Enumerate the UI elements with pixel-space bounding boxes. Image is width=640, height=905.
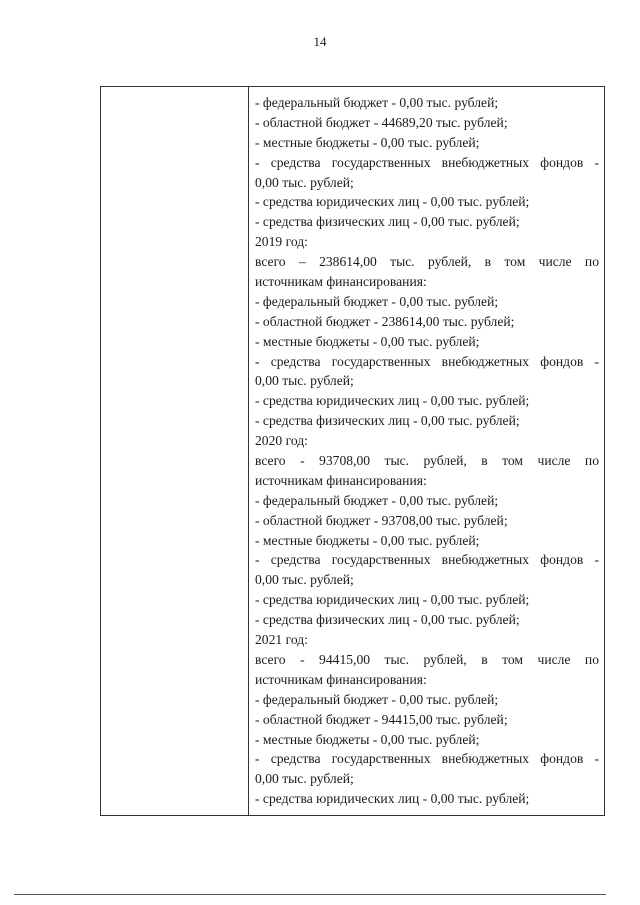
funding-line: - федеральный бюджет - 0,00 тыс. рублей; [255,492,499,508]
funding-line: - областной бюджет - 94415,00 тыс. рублей; [255,711,508,727]
funding-line: 0,00 тыс. рублей; [255,373,354,389]
funding-line: всего - 93708,00 тыс. рублей, в том числе по [255,453,599,469]
funding-line: всего - 94415,00 тыс. рублей, в том числе по [255,651,599,667]
table-right-column [255,93,599,809]
funding-line: источникам финансирования: [255,671,427,687]
funding-line: - местные бюджеты - 0,00 тыс. рублей; [255,532,480,548]
funding-line: - средства государственных внебюджетных фондов - [255,154,599,170]
funding-line: - федеральный бюджет - 0,00 тыс. рублей; [255,95,499,110]
funding-line: - средства государственных внебюджетных фондов - [255,552,599,568]
funding-table [100,86,605,816]
funding-line: - местные бюджеты - 0,00 тыс. рублей; [255,333,480,349]
funding-line: - средства юридических лиц - 0,00 тыс. рублей; [255,194,530,210]
funding-line: 0,00 тыс. рублей; [255,572,354,588]
funding-line: - средства юридических лиц - 0,00 тыс. рублей; [255,791,530,807]
funding-line: - средства физических лиц - 0,00 тыс. рублей; [255,413,520,429]
funding-line: 0,00 тыс. рублей; [255,771,354,787]
funding-line: - средства юридических лиц - 0,00 тыс. рублей; [255,592,530,608]
funding-line: - федеральный бюджет - 0,00 тыс. рублей; [255,691,499,707]
funding-line: - местные бюджеты - 0,00 тыс. рублей; [255,731,480,747]
page-number: 14 [313,34,327,49]
funding-line: 2020 год: [255,433,308,449]
funding-line: - областной бюджет - 44689,20 тыс. рублей; [255,114,508,130]
funding-line: 2021 год: [255,632,308,648]
table-left-column [101,87,249,815]
funding-line: - федеральный бюджет - 0,00 тыс. рублей; [255,293,499,309]
funding-line: - средства государственных внебюджетных фондов - [255,353,599,369]
funding-line: - средства государственных внебюджетных фондов - [255,751,599,767]
funding-line: 0,00 тыс. рублей; [255,174,354,190]
funding-line: всего – 238614,00 тыс. рублей, в том числе по [255,254,599,270]
bottom-divider [14,894,606,895]
funding-line: - средства юридических лиц - 0,00 тыс. рублей; [255,393,530,409]
funding-line: - областной бюджет - 93708,00 тыс. рублей; [255,512,508,528]
funding-line: - областной бюджет - 238614,00 тыс. рублей; [255,313,515,329]
funding-line: источникам финансирования: [255,274,427,290]
funding-line: - местные бюджеты - 0,00 тыс. рублей; [255,134,480,150]
funding-line: источникам финансирования: [255,472,427,488]
funding-line: 2019 год: [255,234,308,250]
funding-line: - средства физических лиц - 0,00 тыс. рублей; [255,214,520,230]
funding-line: - средства физических лиц - 0,00 тыс. рублей; [255,612,520,628]
